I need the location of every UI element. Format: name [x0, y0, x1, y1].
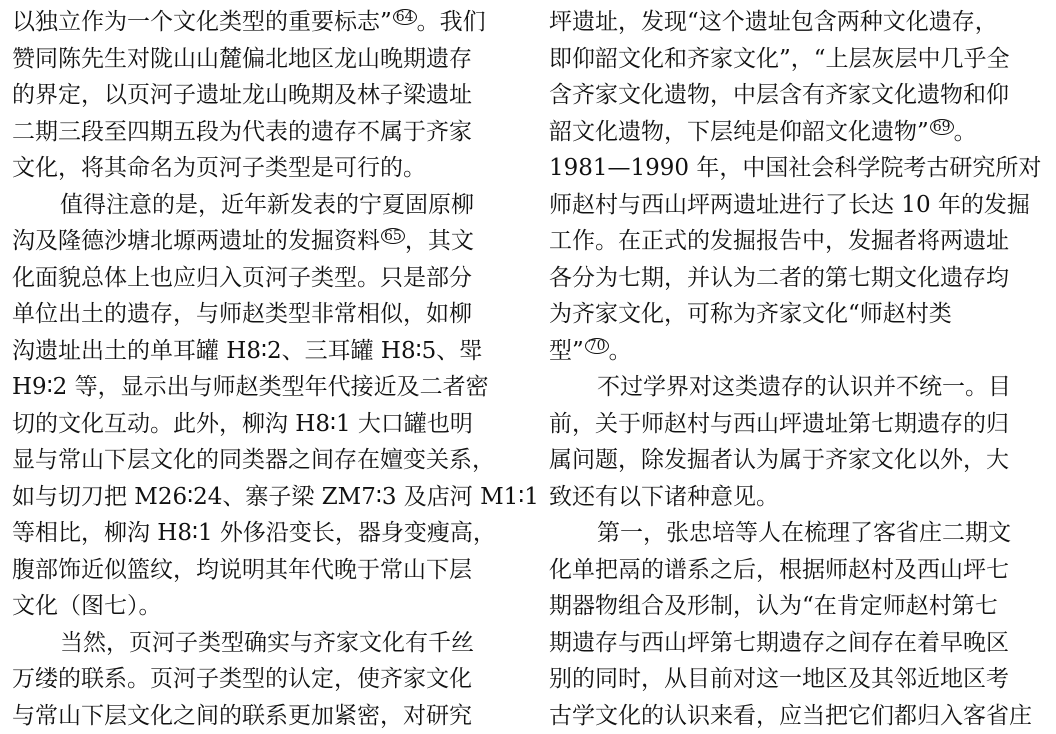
text-line: 期器物组合及形制，认为“在肯定师赵村第七: [549, 588, 1049, 625]
text-line: 即仰韶文化和齐家文化”，“上层灰层中几乎全: [549, 41, 1049, 78]
text-segment: 型”: [549, 338, 584, 364]
citation-marker: 70: [585, 338, 609, 354]
text-segment: 。我们: [417, 9, 486, 35]
text-line: 各分为七期，并认为二者的第七期文化遗存均: [549, 260, 1049, 297]
text-line: [12, 223, 508, 260]
text-segment: 沟及隆德沙塘北塬两遗址的发掘资料: [12, 228, 380, 254]
text-line: 坪遗址，发现“这个遗址包含两种文化遗存，: [549, 4, 1049, 41]
citation-marker: 64: [393, 9, 417, 25]
text-line: 等相比，柳沟 H8∶1 外侈沿变长，器身变瘦高，: [12, 515, 508, 552]
text-segment: 以独立作为一个文化类型的重要标志”: [12, 9, 392, 35]
paragraph-start-line: 不过学界对这类遗存的认识并不统一。目: [549, 369, 1049, 406]
text-line: 前，关于师赵村与西山坪遗址第七期遗存的归: [549, 406, 1049, 443]
text-line: 别的同时，从目前对这一地区及其邻近地区考: [549, 661, 1049, 698]
text-line: 化单把鬲的谱系之后，根据师赵村及西山坪七: [549, 552, 1049, 589]
text-line: 万缕的联系。页河子类型的认定，使齐家文化: [12, 661, 508, 698]
text-line: [549, 333, 1049, 370]
text-line: 1981—1990 年，中国社会科学院考古研究所对: [549, 150, 1049, 187]
text-line: 工作。在正式的发掘报告中，发掘者将两遗址: [549, 223, 1049, 260]
text-segment: 韶文化遗物，下层纯是仰韶文化遗物”: [549, 119, 929, 145]
text-segment: 。: [609, 338, 632, 364]
text-line: 二期三段至四期五段为代表的遗存不属于齐家: [12, 114, 508, 151]
citation-marker: 69: [930, 119, 954, 135]
text-line: H9∶2 等，显示出与师赵类型年代接近及二者密: [12, 369, 508, 406]
text-line: 的界定，以页河子遗址龙山晚期及林子梁遗址: [12, 77, 508, 114]
text-line: 为齐家文化，可称为齐家文化“师赵村类: [549, 296, 1049, 333]
text-line: [12, 4, 508, 41]
text-line: 如与切刀把 M26∶24、寨子梁 ZM7∶3 及店河 M1∶1: [12, 479, 508, 516]
text-line: 师赵村与西山坪两遗址进行了长达 10 年的发掘: [549, 187, 1049, 224]
text-line: 切的文化互动。此外，柳沟 H8∶1 大口罐也明: [12, 406, 508, 443]
text-line: [549, 114, 1049, 151]
text-line: 腹部饰近似篮纹，均说明其年代晚于常山下层: [12, 552, 508, 589]
text-line: 显与常山下层文化的同类器之间存在嬗变关系，: [12, 442, 508, 479]
text-line: 沟遗址出土的单耳罐 H8∶2、三耳罐 H8∶5、斝: [12, 333, 508, 370]
text-line: 文化（图七）。: [12, 588, 508, 625]
text-line: 赞同陈先生对陇山山麓偏北地区龙山晚期遗存: [12, 41, 508, 78]
text-segment: ，其文: [405, 228, 474, 254]
citation-marker: 65: [381, 228, 405, 244]
text-line: 期遗存与西山坪第七期遗存之间存在着早晚区: [549, 625, 1049, 662]
text-line: 化面貌总体上也应归入页河子类型。只是部分: [12, 260, 508, 297]
text-line: 古学文化的认识来看，应当把它们都归入客省庄: [549, 698, 1049, 734]
left-column: [12, 4, 508, 734]
right-column: [549, 4, 1049, 734]
paragraph-start-line: 第一，张忠培等人在梳理了客省庄二期文: [549, 515, 1049, 552]
paragraph-start-line: 值得注意的是，近年新发表的宁夏固原柳: [12, 187, 508, 224]
text-line: 含齐家文化遗物，中层含有齐家文化遗物和仰: [549, 77, 1049, 114]
text-line: 单位出土的遗存，与师赵类型非常相似，如柳: [12, 296, 508, 333]
text-line: 致还有以下诸种意见。: [549, 479, 1049, 516]
paragraph-start-line: 当然，页河子类型确实与齐家文化有千丝: [12, 625, 508, 662]
text-line: 与常山下层文化之间的联系更加紧密，对研究: [12, 698, 508, 734]
text-line: 属问题，除发掘者认为属于齐家文化以外，大: [549, 442, 1049, 479]
text-segment: 。: [954, 119, 977, 145]
text-line: 文化，将其命名为页河子类型是可行的。: [12, 150, 508, 187]
